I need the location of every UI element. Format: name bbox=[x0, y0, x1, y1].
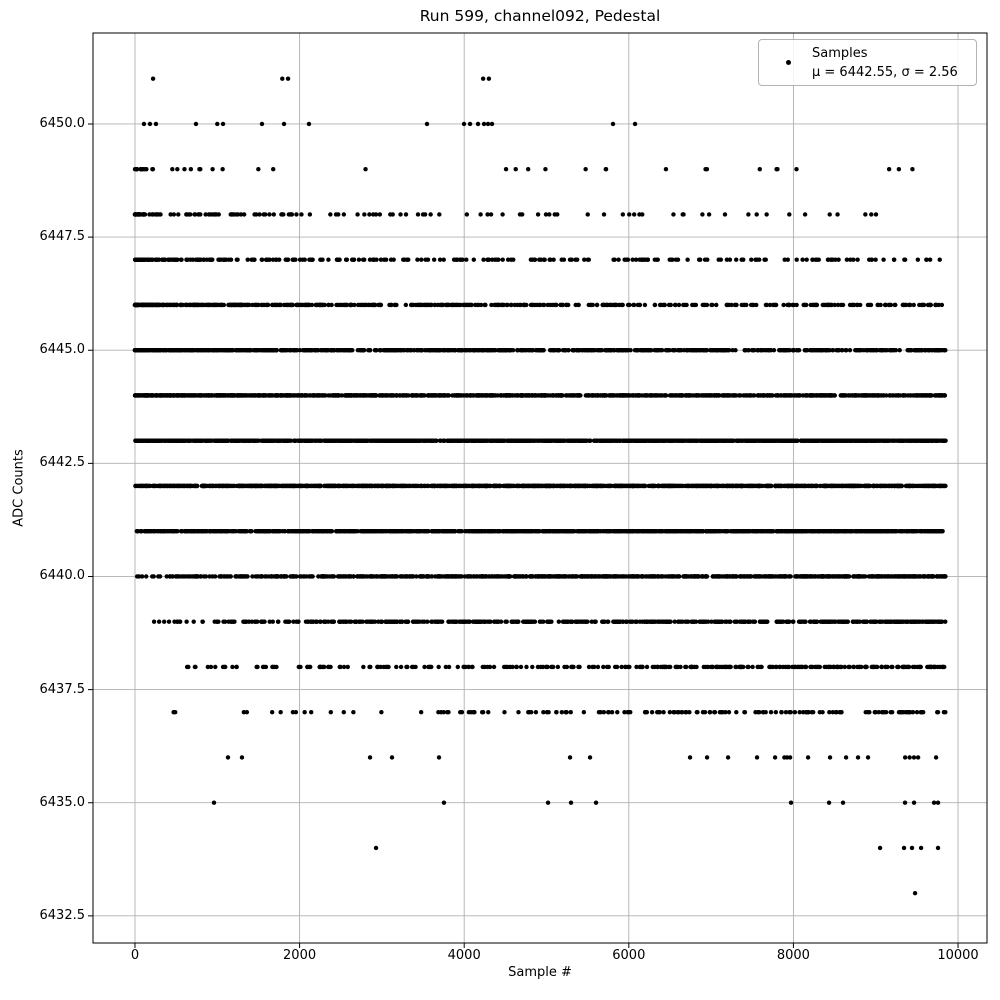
legend-marker-dot bbox=[786, 60, 791, 65]
legend-text bbox=[812, 44, 958, 82]
y-tick-label: 6450.0 bbox=[39, 115, 85, 131]
x-tick-label: 4000 bbox=[447, 948, 481, 963]
x-tick-label: 10000 bbox=[937, 948, 979, 963]
x-tick-label: 8000 bbox=[776, 948, 810, 963]
y-tick-label: 6445.0 bbox=[39, 342, 85, 358]
y-tick-label: 6435.0 bbox=[39, 794, 85, 810]
y-tick-label: 6437.5 bbox=[39, 681, 85, 697]
y-tick-label: 6440.0 bbox=[39, 568, 85, 584]
x-tick-label: 6000 bbox=[612, 948, 646, 963]
x-tick-label: 0 bbox=[130, 948, 140, 963]
legend-label-samples: Samples bbox=[812, 45, 868, 61]
legend-label-stats: μ = 6442.55, σ = 2.56 bbox=[812, 64, 958, 80]
y-tick-label: 6432.5 bbox=[39, 907, 85, 923]
x-axis-label: Sample # bbox=[508, 965, 572, 980]
y-axis-label: ADC Counts bbox=[11, 449, 27, 527]
legend bbox=[758, 39, 977, 86]
chart-title: Run 599, channel092, Pedestal bbox=[419, 7, 661, 25]
x-tick-label: 2000 bbox=[283, 948, 317, 963]
y-tick-label: 6442.5 bbox=[39, 455, 85, 471]
y-tick-label: 6447.5 bbox=[39, 229, 85, 245]
